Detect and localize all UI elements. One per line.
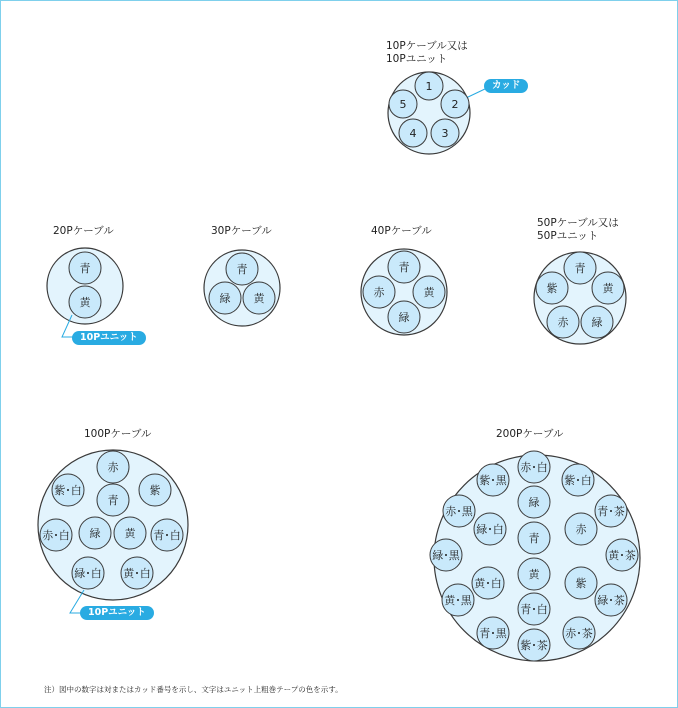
- unit-label: 緑: [591, 316, 603, 329]
- unit-label: 青･白: [520, 603, 548, 616]
- unit-label: 青: [528, 532, 540, 545]
- unit-tag: 10Pユニット: [80, 606, 154, 620]
- caption-200p: 200Pケーブル: [496, 428, 564, 440]
- unit-label: 赤･黒: [445, 505, 473, 518]
- unit-label: 青: [398, 261, 410, 274]
- unit-label: 黄: [602, 282, 614, 295]
- pair-label: 5: [399, 98, 407, 111]
- unit-label: 緑･黒: [432, 549, 460, 562]
- unit-label: 青･茶: [597, 505, 625, 518]
- quad-leader-line: [466, 88, 487, 98]
- caption-line: 50Pユニット: [537, 230, 599, 242]
- unit-label: 青: [236, 263, 248, 276]
- caption-10p: [386, 40, 468, 66]
- footnote: 注）図中の数字は対またはカッド番号を示し、文字はユニット上粗巻テープの色を示す。: [44, 685, 343, 694]
- unit-label: 緑: [398, 311, 410, 324]
- diagram-40p: [361, 249, 447, 335]
- caption-line: 50Pケーブル又は: [537, 217, 619, 229]
- diagram-20p: [47, 248, 123, 337]
- unit-label: 青: [107, 494, 119, 507]
- diagram-50p: [534, 252, 626, 344]
- unit-label: 緑: [219, 292, 231, 305]
- diagram-30p: [204, 250, 280, 326]
- pair-label: 4: [409, 127, 417, 140]
- unit-label: 紫: [575, 577, 587, 590]
- caption-line: 10Pユニット: [386, 53, 448, 65]
- unit-label: 赤: [557, 316, 569, 329]
- diagram-10p: [388, 72, 487, 154]
- unit-label: 青･白: [153, 529, 181, 542]
- unit-label: 黄･茶: [608, 549, 636, 562]
- unit-label: 緑: [528, 496, 540, 509]
- unit-label: 黄: [423, 286, 435, 299]
- unit-label: 黄･白: [474, 577, 502, 590]
- caption-line: 10Pケーブル又は: [386, 40, 468, 52]
- diagram-100p: [38, 450, 188, 613]
- unit-label: 緑･茶: [597, 594, 625, 607]
- pair-label: 3: [441, 127, 449, 140]
- unit-label: 黄: [253, 292, 265, 305]
- unit-label: 青: [574, 262, 586, 275]
- unit-label: 紫･白: [564, 474, 592, 487]
- unit-label: 黄: [79, 296, 91, 309]
- unit-label: 緑･白: [476, 523, 504, 536]
- unit-label: 赤: [575, 523, 587, 536]
- pair-label: 2: [451, 98, 459, 111]
- diagram-200p: [430, 451, 640, 661]
- caption-40p: 40Pケーブル: [371, 225, 432, 237]
- unit-label: 紫･茶: [520, 639, 548, 652]
- unit-label: 紫･黒: [479, 474, 507, 487]
- unit-label: 黄: [528, 568, 540, 581]
- caption-30p: 30Pケーブル: [211, 225, 272, 237]
- caption-100p: 100Pケーブル: [84, 428, 152, 440]
- unit-label: 黄: [124, 527, 136, 540]
- unit-label: 黄･白: [123, 567, 151, 580]
- unit-label: 青･黒: [479, 627, 507, 640]
- caption-20p: 20Pケーブル: [53, 225, 114, 237]
- unit-label: 赤: [373, 286, 385, 299]
- unit-label: 赤･白: [520, 461, 548, 474]
- unit-label: 赤･茶: [565, 627, 593, 640]
- pair-label: 1: [425, 80, 433, 93]
- unit-label: 黄･黒: [444, 594, 472, 607]
- quad-tag: カッド: [484, 79, 528, 93]
- unit-tag: 10Pユニット: [72, 331, 146, 345]
- caption-50p: [537, 217, 619, 243]
- unit-label: 青: [79, 262, 91, 275]
- unit-label: 赤･白: [42, 529, 70, 542]
- unit-label: 赤: [107, 461, 119, 474]
- unit-label: 紫･白: [54, 484, 82, 497]
- unit-label: 緑: [89, 527, 101, 540]
- unit-label: 紫: [149, 484, 161, 497]
- unit-label: 緑･白: [74, 567, 102, 580]
- unit-label: 紫: [546, 282, 558, 295]
